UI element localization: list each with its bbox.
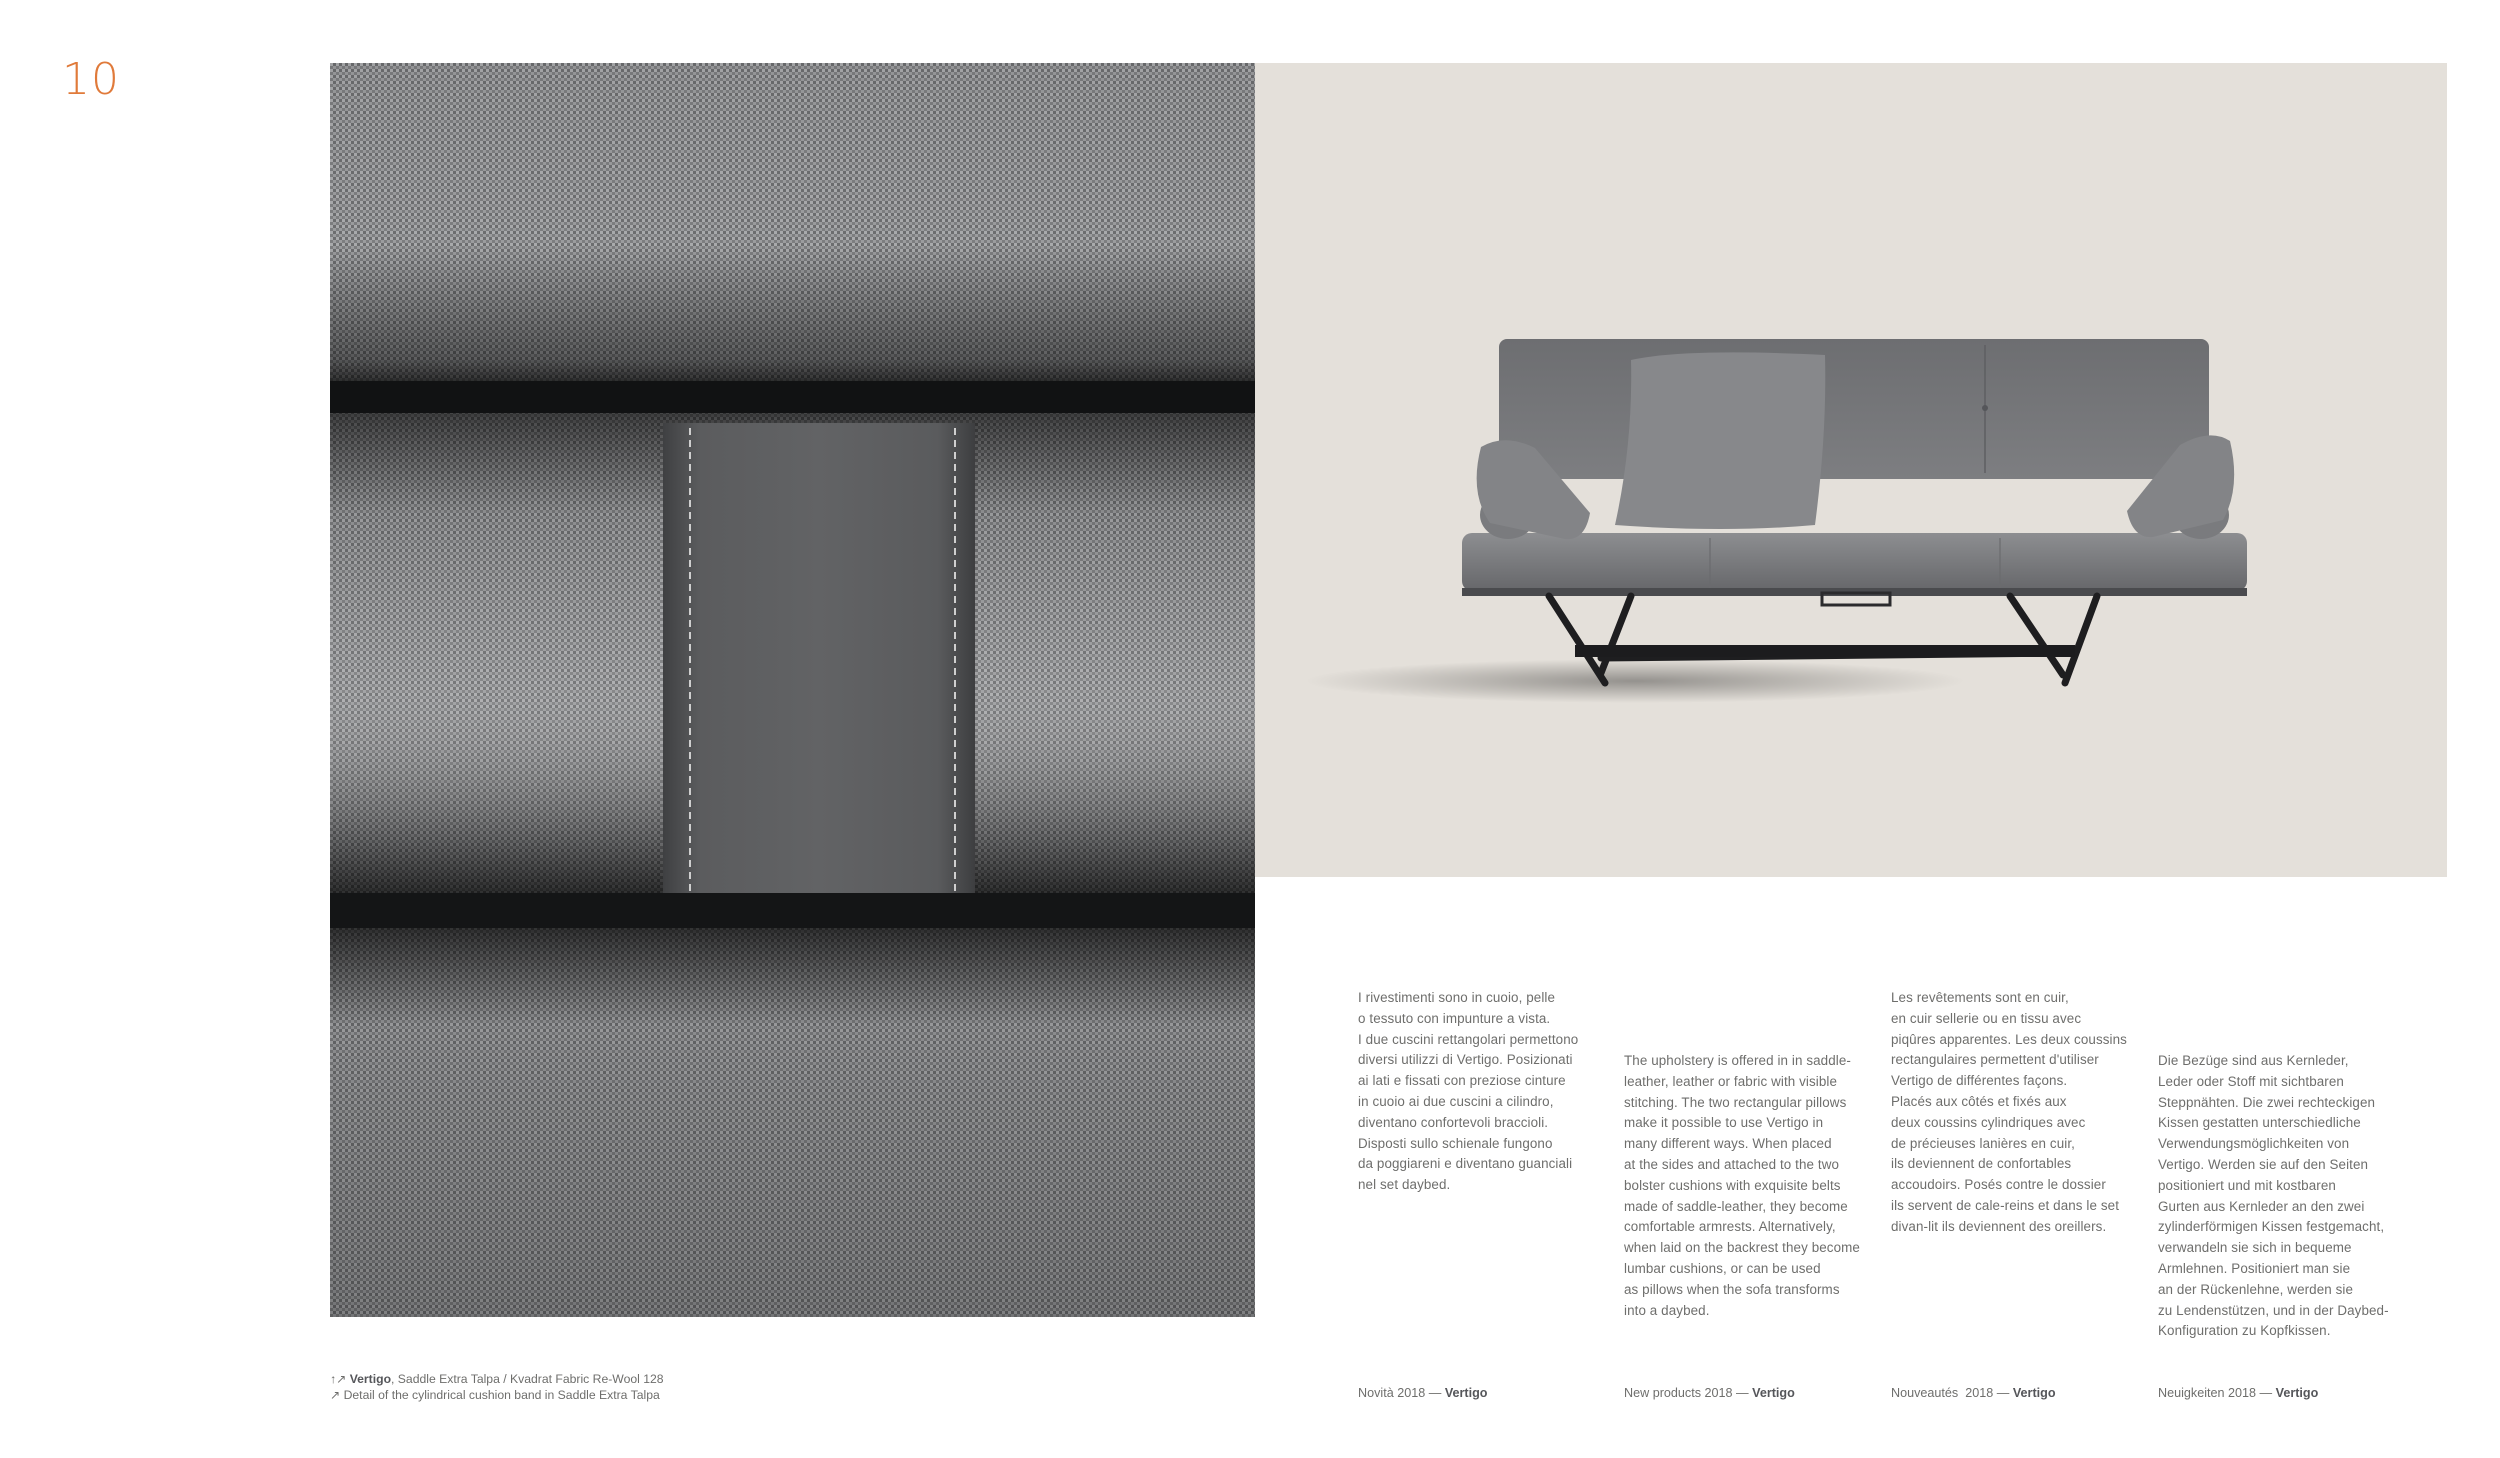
body-text-german: Die Bezüge sind aus Kernleder, Leder oder Stoff mit sichtbaren Steppnähten. Die zwei rechteckigen Kissen gestatten unterschiedliche Verwendungsmöglichkeiten von Vertigo. Werden sie auf den Seiten positioniert und mit kostbaren Gurten aus Kernleder an den zwei zylinderförmigen Kissen festgemacht, verwandeln sie sich in bequeme Armlehnen. Positioniert man sie an der Rückenlehne, werden sie zu Lendenstützen, und in der Daybed- Konfiguration zu Kopfkissen.	[2158, 1053, 2389, 1339]
footer-german	[2158, 1386, 2318, 1400]
caption-line-1	[330, 1371, 664, 1387]
footer-product: Vertigo	[2275, 1386, 2319, 1400]
footer-prefix: New products 2018 —	[1624, 1386, 1753, 1400]
footer-prefix: Novità 2018 —	[1358, 1386, 1445, 1400]
caption-line-2: ↗ Detail of the cylindrical cushion band in Saddle Extra Talpa	[330, 1388, 660, 1402]
caption-arrows: ↑↗	[330, 1372, 350, 1386]
footer-prefix: Nouveautés 2018 —	[1891, 1386, 2013, 1400]
fabric-cushion-detail-photo	[330, 63, 1255, 1317]
footer-prefix: Neuigkeiten 2018 —	[2158, 1386, 2276, 1400]
footer-italian	[1358, 1386, 1488, 1400]
footer-english	[1624, 1386, 1795, 1400]
footer-product: Vertigo	[2012, 1386, 2056, 1400]
body-text-french: Les revêtements sont en cuir, en cuir sellerie ou en tissu avec piqûres apparentes. Les deux coussins rectangulaires permettent d'utiliser Vertigo de différentes façons. Placés aux côtés et fixés aux deux coussins cylindriques avec de précieuses lanières en cuir, ils deviennent de confortables accoudoirs. Posés contre le dossier ils servent de cale-reins et dans le set divan-lit ils deviennent des oreillers.	[1891, 990, 2127, 1234]
body-text-english: The upholstery is offered in in saddle- leather, leather or fabric with visible stitching. The two rectangular pillows make it possible to use Vertigo in many different ways. When placed at the sides and attached to the two bolster cushions with exquisite belts made of saddle-leather, they become comfortable armrests. Alternatively, when laid on the backrest they become lumbar cushions, or can be used as pillows when the sofa transforms into a daybed.	[1624, 1053, 1860, 1318]
footer-product: Vertigo	[1752, 1386, 1795, 1400]
photo-caption	[330, 1371, 664, 1403]
caption-product: Vertigo	[349, 1372, 392, 1386]
sofa-product-photo	[1255, 63, 2447, 877]
footer-product: Vertigo	[1444, 1386, 1488, 1400]
footer-french	[1891, 1386, 2056, 1400]
caption-materials: , Saddle Extra Talpa / Kvadrat Fabric Re-Wool 128	[391, 1372, 664, 1386]
page-number: 10	[62, 54, 120, 105]
body-text-italian: I rivestimenti sono in cuoio, pelle o tessuto con impunture a vista. I due cuscini rettangolari permettono diversi utilizzi di Vertigo. Posizionati ai lati e fissati con preziose cinture in cuoio ai due cuscini a cilindro, diventano confortevoli braccioli. Disposti sullo schienale fungono da poggiareni e diventano guanciali nel set daybed.	[1358, 990, 1579, 1193]
